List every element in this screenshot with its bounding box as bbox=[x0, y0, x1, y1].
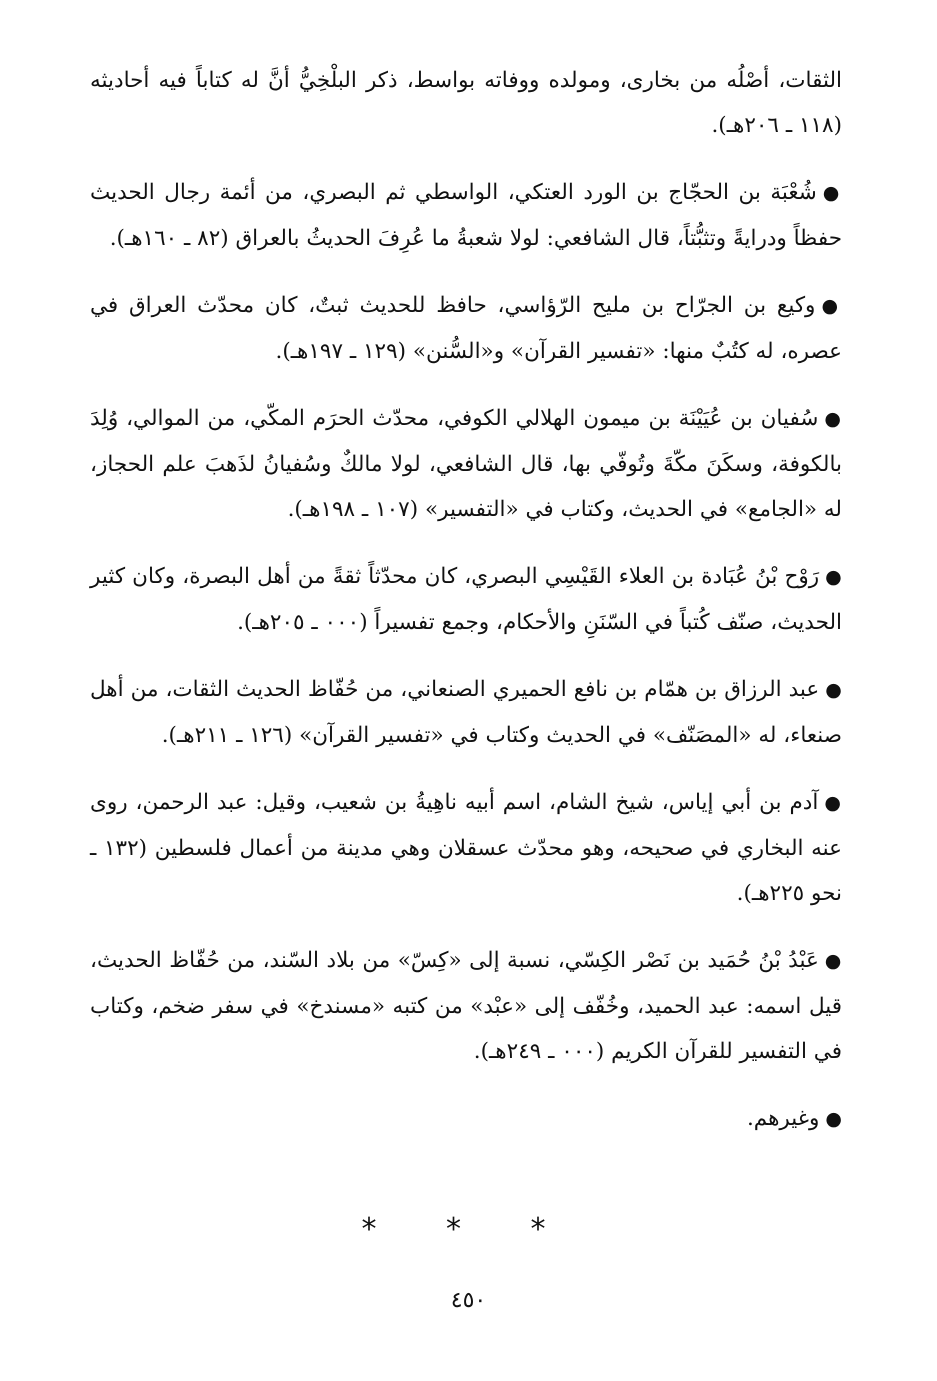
paragraph-rawh bbox=[90, 554, 842, 645]
bullet-icon: ● bbox=[825, 566, 842, 588]
bullet-icon: ● bbox=[825, 1108, 842, 1130]
bullet-icon: ● bbox=[821, 295, 842, 317]
section-separator: * * * bbox=[361, 1212, 576, 1247]
paragraph-text: شُعْبَة بن الحجّاج بن الورد العتكي، الواسطي ثم البصري، من أئمة رجال الحديث حفظاً ودرايةً وتثبُّتاً، قال الشافعي: لولا شعبةُ ما عُرِفَ الحديثُ بالعراق (٨٢ ـ ١٦٠هـ). bbox=[90, 180, 842, 251]
paragraph-sufyan bbox=[90, 396, 842, 532]
bullet-icon: ● bbox=[825, 679, 842, 701]
paragraph-others bbox=[90, 1096, 842, 1142]
paragraph-intro-continuation bbox=[90, 58, 842, 148]
bullet-icon: ● bbox=[822, 182, 842, 204]
paragraph-text: رَوْح بْنُ عُبَادة بن العلاء القَيْسِي البصري، كان محدّثاً ثقةً من أهل البصرة، وكان كثير الحديث، صنّف كُتباً في السّنَنِ والأحكام، وجمع تفسيراً (٠٠٠ ـ ٢٠٥هـ). bbox=[90, 564, 842, 635]
bullet-icon: ● bbox=[824, 792, 842, 814]
paragraph-text: وكيع بن الجرّاح بن مليح الرّؤاسي، حافظ للحديث ثبتٌ، كان محدّث العراق في عصره، له كتُبٌ منها: «تفسير القرآن» و«السُّنن» (١٢٩ ـ ١٩٧هـ). bbox=[90, 293, 842, 364]
page-number: ٤٥٠ bbox=[450, 1288, 487, 1313]
page-body bbox=[90, 58, 842, 1164]
paragraph-text: آدم بن أبي إياس، شيخ الشام، اسم أبيه ناهِيةُ بن شعيب، وقيل: عبد الرحمن، روى عنه البخاري في صحيحه، وهو محدّث عسقلان وهي مدينة من أعمال فلسطين (١٣٢ ـ نحو ٢٢٥هـ). bbox=[90, 790, 842, 906]
paragraph-waki bbox=[90, 283, 842, 374]
paragraph-abd-al-razzaq bbox=[90, 667, 842, 758]
paragraph-abd-bin-humayd bbox=[90, 938, 842, 1074]
paragraph-shuba bbox=[90, 170, 842, 261]
paragraph-text: سُفيان بن عُيَيْنَة بن ميمون الهلالي الكوفي، محدّث الحرَم المكّي، من الموالي، وُلِدَ بالكوفة، وسكَنَ مكّةَ وتُوفّي بها، قال الشافعي، لولا مالكٌ وسُفيانُ لذَهبَ علم الحجاز، له «الجامع» في الحديث، وكتاب في «التفسير» (١٠٧ ـ ١٩٨هـ). bbox=[90, 406, 842, 522]
paragraph-text: عبد الرزاق بن همّام بن نافع الحميري الصنعاني، من حُفّاظ الحديث الثقات، من أهل صنعاء، له «المصَنّف» في الحديث وكتاب في «تفسير القرآن» (١٢٦ ـ ٢١١هـ). bbox=[90, 677, 842, 748]
paragraph-text: عَبْدُ بْنُ حُمَيد بن نَصْر الكِسّي، نسبة إلى «كِسّ» من بلاد السّند، من حُفّاظ الحديث، قيل اسمه: عبد الحميد، وخُفّف إلى «عبْد» من كتبه «مسندخ» في سفر ضخم، وكتاب في التفسير للقرآن الكريم (٠٠٠ ـ ٢٤٩هـ). bbox=[90, 948, 842, 1064]
bullet-icon: ● bbox=[824, 950, 842, 972]
paragraph-adam bbox=[90, 780, 842, 916]
paragraph-text: الثقات، أصْلُه من بخارى، ومولده ووفاته بواسط، ذكر البلْخِيُّ أنَّ له كتاباً فيه أحاديثه (١١٨ ـ ٢٠٦هـ). bbox=[90, 68, 842, 138]
paragraph-text: وغيرهم. bbox=[746, 1106, 820, 1131]
bullet-icon: ● bbox=[824, 408, 842, 430]
